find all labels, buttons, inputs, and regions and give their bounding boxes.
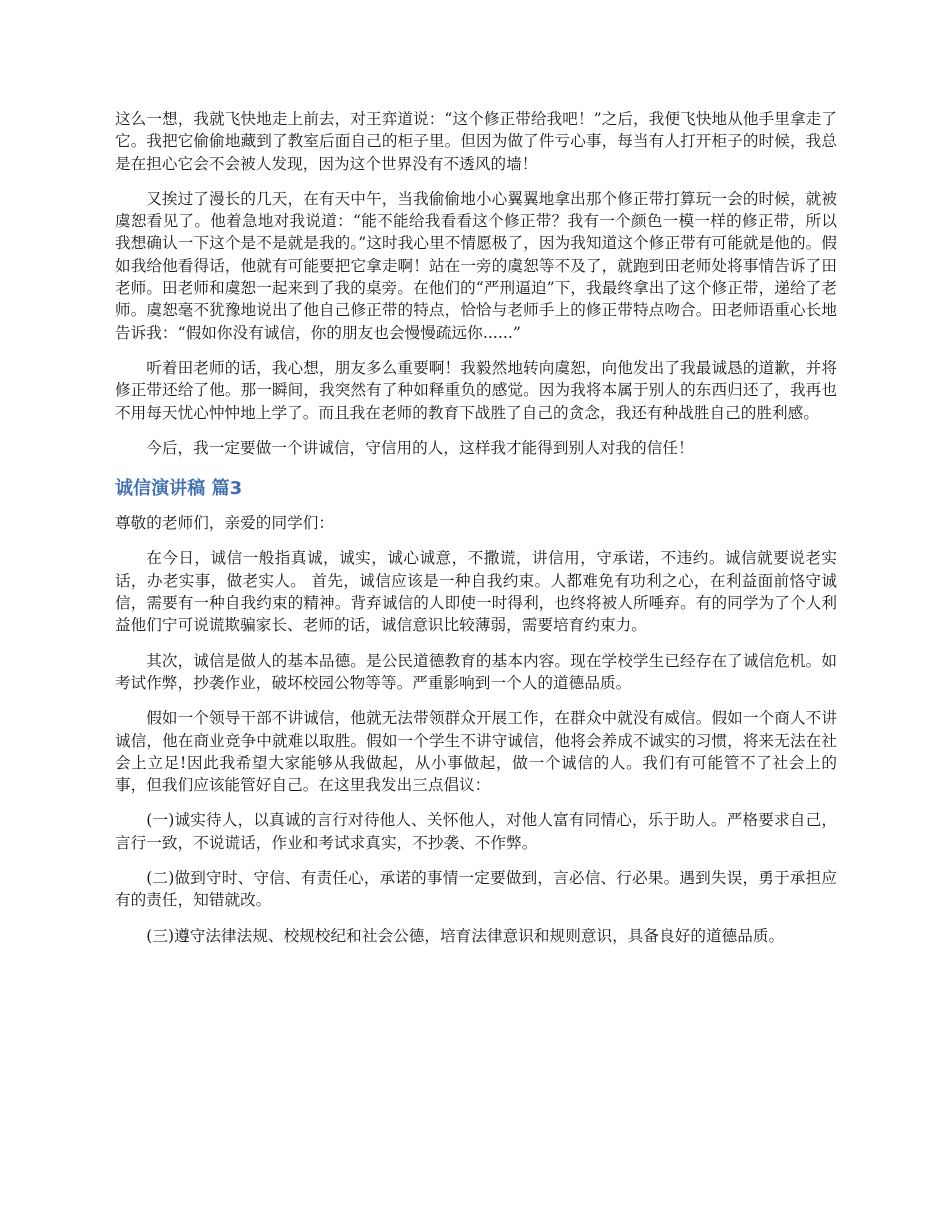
paragraph: 这么一想，我就飞快地走上前去，对王弈道说：“这个修正带给我吧！”之后，我便飞快地从他手里拿走了它。我把它偷偷地藏到了教室后面自己的柜子里。但因为做了件亏心事，每当有人打开柜子的时候，我总是在担心它会不会被人发现，因为这个世界没有不透风的墙！ [115, 110, 837, 173]
paragraph: 其次，诚信是做人的基本品德。是公民道德教育的基本内容。现在学校学生已经存在了诚信危机。如考试作弊，抄袭作业，破坏校园公物等等。严重影响到一个人的道德品质。 [115, 651, 837, 692]
paragraph: 在今日，诚信一般指真诚，诚实，诚心诚意，不撒谎，讲信用，守承诺，不违约。诚信就要说老实话，办老实事，做老实人。 首先，诚信应该是一种自我约束。人都难免有功利之心，在利益面前恪守诚信，需要有一种自我约束的精神。背弃诚信的人即使一时得利，也终将被人所唾弃。有的同学为了个人利益他们宁可说谎欺骗家长、老师的话，诚信意识比较薄弱，需要培育约束力。 [115, 549, 837, 635]
paragraph: 又挨过了漫长的几天，在有天中午，当我偷偷地小心翼翼地拿出那个修正带打算玩一会的时候，就被虞恕看见了。他着急地对我说道：“能不能给我看看这个修正带？我有一个颜色一模一样的修正带，所以我想确认一下这个是不是就是我的。”这时我心里不情愿极了，因为我知道这个修正带有可能就是他的。假如我给他看得话，他就有可能要把它拿走啊！站在一旁的虞恕等不及了，就跑到田老师处将事情告诉了田老师。田老师和虞恕一起来到了我的桌旁。在他们的“严刑逼迫”下，我最终拿出了这个修正带，递给了老师。虞恕毫不犹豫地说出了他自己修正带的特点，恰恰与老师手上的修正带特点吻合。田老师语重心长地告诉我：“假如你没有诚信，你的朋友也会慢慢疏远你......” [115, 189, 837, 342]
section-heading: 诚信演讲稿 篇3 [115, 478, 243, 500]
salutation: 尊敬的老师们，亲爱的同学们： [115, 514, 335, 533]
document-body [115, 108, 837, 960]
proposal-item: (三)遵守法律法规、校规校纪和社会公德，培育法律意识和规则意识，具备良好的道德品质。 [146, 926, 785, 945]
paragraph: 假如一个领导干部不讲诚信，他就无法带领群众开展工作，在群众中就没有威信。假如一个商人不讲诚信，他在商业竞争中就难以取胜。假如一个学生不讲守诚信，他将会养成不诚实的习惯，将来无法在社会上立足!因此我希望大家能够从我做起，从小事做起，做一个诚信的人。我们有可能管不了社会上的事，但我们应该能管好自己。在这里我发出三点倡议： [115, 709, 837, 795]
paragraph: 今后，我一定要做一个讲诚信，守信用的人，这样我才能得到别人对我的信任！ [146, 438, 694, 457]
proposal-item: (二)做到守时、守信、有责任心，承诺的事情一定要做到，言必信、行必果。遇到失误，勇于承担应有的责任，知错就改。 [115, 869, 837, 910]
paragraph: 听着田老师的话，我心想，朋友多么重要啊！我毅然地转向虞恕，向他发出了我最诚恳的道歉，并将修正带还给了他。那一瞬间，我突然有了种如释重负的感觉。因为我将本属于别人的东西归还了，我再也不用每天忧心忡忡地上学了。而且我在老师的教育下战胜了自己的贪念，我还有种战胜自己的胜利感。 [115, 358, 837, 422]
proposal-item: (一)诚实待人，以真诚的言行对待他人、关怀他人，对他人富有同情心，乐于助人。严格要求自己，言行一致，不说谎话，作业和考试求真实，不抄袭、不作弊。 [115, 811, 837, 852]
